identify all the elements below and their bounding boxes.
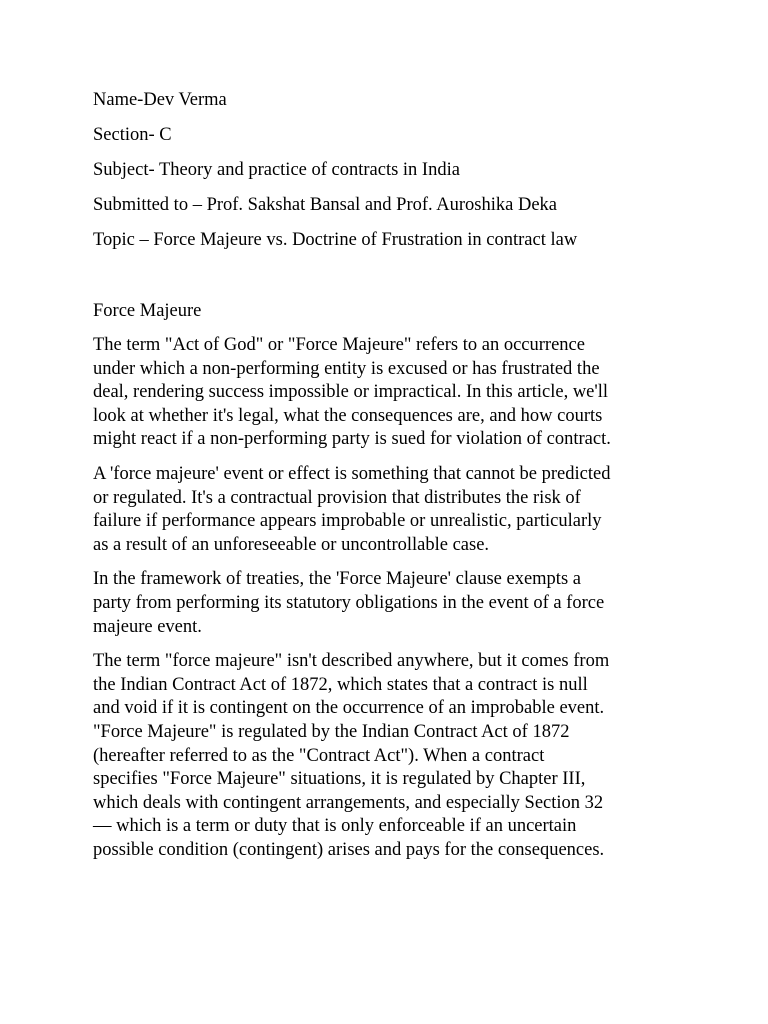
text-line: possible condition (contingent) arises and pays for the consequences. — [93, 839, 605, 860]
paragraph — [93, 568, 693, 639]
text-line: (hereafter referred to as the "Contract Act"). When a contract — [93, 745, 545, 766]
text-line: "Force Majeure" is regulated by the Indian Contract Act of 1872 — [93, 721, 570, 742]
text-line: under which a non-performing entity is excused or has frustrated the — [93, 358, 600, 379]
text-line: — which is a term or duty that is only enforceable if an uncertain — [93, 816, 577, 837]
student-name: Name-Dev Verma — [93, 90, 227, 110]
text-line: which deals with contingent arrangements, and especially Section 32 — [93, 792, 604, 813]
text-line: or regulated. It's a contractual provision that distributes the risk of — [93, 487, 581, 508]
text-line: might react if a non-performing party is sued for violation of contract. — [93, 429, 611, 450]
paragraph — [93, 463, 693, 557]
text-line: In the framework of treaties, the 'Force Majeure' clause exempts a — [93, 569, 581, 590]
text-line: specifies "Force Majeure" situations, it is regulated by Chapter III, — [93, 769, 586, 790]
text-line: A 'force majeure' event or effect is something that cannot be predicted — [93, 463, 611, 484]
student-section: Section- C — [93, 125, 172, 145]
text-line: and void if it is contingent on the occurrence of an improbable event. — [93, 698, 605, 719]
text-line: as a result of an unforeseeable or uncontrollable case. — [93, 534, 490, 555]
text-line: The term "Act of God" or "Force Majeure" refers to an occurrence — [93, 335, 585, 355]
text-line: majeure event. — [93, 616, 202, 637]
text-line: the Indian Contract Act of 1872, which states that a contract is null — [93, 674, 588, 695]
text-line: failure if performance appears improbable or unrealistic, particularly — [93, 511, 602, 532]
subject-line: Subject- Theory and practice of contracts in India — [93, 160, 460, 180]
text-line: party from performing its statutory obligations in the event of a force — [93, 592, 605, 613]
submitted-to-line: Submitted to – Prof. Sakshat Bansal and Prof. Auroshika Deka — [93, 195, 557, 215]
text-line: look at whether it's legal, what the consequences are, and how courts — [93, 405, 603, 426]
topic-line: Topic – Force Majeure vs. Doctrine of Frustration in contract law — [93, 230, 578, 250]
text-line: deal, rendering success impossible or impractical. In this article, we'll — [93, 382, 609, 403]
paragraph — [93, 334, 693, 452]
document-content — [93, 88, 693, 862]
section-heading: Force Majeure — [93, 301, 202, 321]
text-line: The term "force majeure" isn't described anywhere, but it comes from — [93, 651, 610, 672]
paragraph — [93, 650, 693, 862]
